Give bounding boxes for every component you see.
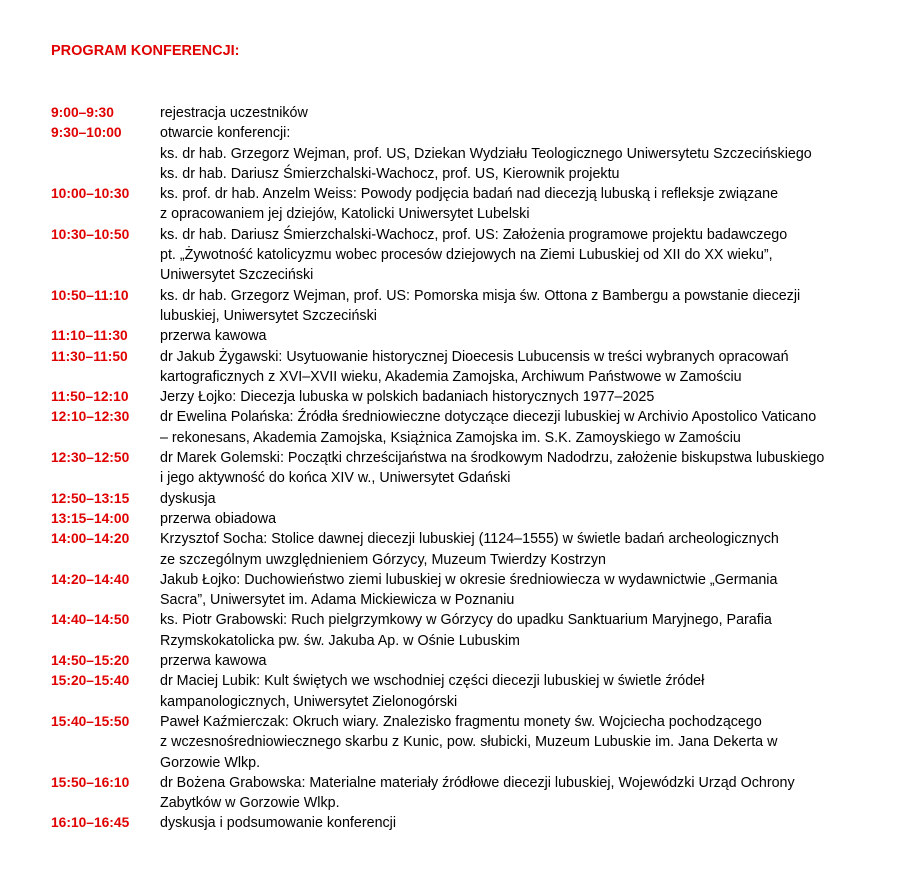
program-item-time: 11:10–11:30 [51,328,128,344]
program-item-line: przerwa obiadowa [160,510,277,527]
program-item [51,529,911,570]
program-item-description [160,286,911,327]
program-item-line: ks. dr hab. Grzegorz Wejman, prof. US, Dziekan Wydziału Teologicznego Uniwersytetu Szczecińskiego [160,145,812,162]
program-item [51,326,911,346]
program-item-time: 10:00–10:30 [51,186,130,202]
program-item-description [160,509,911,529]
program-item-line: otwarcie konferencji: [160,125,291,142]
program-item-line: Sacra”, Uniwersytet im. Adama Mickiewicza w Poznaniu [160,592,515,609]
program-item-time: 14:50–15:20 [51,653,130,669]
program-item-description [160,387,911,407]
program-item-line: ks. dr hab. Dariusz Śmierzchalski-Wachocz, prof. US: Założenia programowe projektu badawczego [160,226,788,243]
program-item-line: – rekonesans, Akademia Zamojska, Książnica Zamojska im. S.K. Zamoyskiego w Zamościu [160,429,741,446]
program-item-time: 10:30–10:50 [51,226,130,242]
program-item [51,651,911,671]
program-item-line: dyskusja i podsumowanie konferencji [160,815,397,832]
program-item-line: rejestracja uczestników [160,105,308,121]
program-item-line: ks. prof. dr hab. Anzelm Weiss: Powody podjęcia badań nad diecezją lubuską i refleksje związane [160,186,779,203]
program-item [51,184,911,225]
program-item-description [160,712,911,773]
program-item-time: 13:15–14:00 [51,510,130,526]
program-item [51,489,911,509]
program-item-line: dyskusja [160,490,216,507]
program-item-line: z wczesnośredniowiecznego skarbu z Kunic, pow. słubicki, Muzeum Lubuskie im. Jana Dekerta w [160,734,778,751]
program-item-description [160,225,911,286]
program-item-line: Uniwersytet Szczeciński [160,267,314,284]
program-item-line: Jerzy Łojko: Diecezja lubuska w polskich badaniach historycznych 1977–2025 [160,389,655,406]
program-item [51,509,911,529]
program-item-line: ks. dr hab. Dariusz Śmierzchalski-Wachocz, prof. US, Kierownik projektu [160,165,620,182]
program-item [51,773,911,814]
program-item-line: ks. dr hab. Grzegorz Wejman, prof. US: Pomorska misja św. Ottona z Bambergu a powstanie diecezji [160,287,801,304]
program-item [51,448,911,489]
program-item-description [160,326,911,346]
program-item [51,103,911,123]
program-item-description [160,813,911,833]
page-title: PROGRAM KONFERENCJI: [51,43,240,59]
program-item [51,347,911,388]
program-item-line: z opracowaniem jej dziejów, Katolicki Uniwersytet Lubelski [160,206,530,223]
program-item-line: ze szczególnym uwzględnieniem Górzycy, Muzeum Twierdzy Kostrzyn [160,551,607,568]
program-item [51,813,911,833]
program-item-line: kartograficznych z XVI–XVII wieku, Akademia Zamojska, Archiwum Państwowe w Zamościu [160,368,742,385]
program-item-time: 14:20–14:40 [51,571,130,587]
program-item-description [160,570,911,611]
program-item-description [160,651,911,671]
program-item [51,387,911,407]
program-item-line: dr Ewelina Polańska: Źródła średniowieczne dotyczące diecezji lubuskiej w Archivio Apostolico Vaticano [160,409,817,426]
program-item-description [160,448,911,489]
program-item-description [160,773,911,814]
program-item [51,610,911,651]
program-item [51,286,911,327]
program-item-line: Jakub Łojko: Duchowieństwo ziemi lubuskiej w okresie średniowiecza w wydawnictwie „Germania [160,571,778,588]
program-item-time: 14:00–14:20 [51,531,130,547]
program-item-line: przerwa kawowa [160,653,267,670]
program-item-line: dr Jakub Żygawski: Usytuowanie historycznej Dioecesis Lubucensis w treści wybranych opracowań [160,348,789,365]
program-item-time: 16:10–16:45 [51,815,130,831]
program-item-time: 9:30–10:00 [51,125,122,141]
program-item [51,225,911,286]
program-item-time: 11:30–11:50 [51,348,128,364]
program-item-line: Zabytków w Gorzowie Wlkp. [160,795,340,812]
program-item-line: kampanologicznych, Uniwersytet Zielonogórski [160,693,458,710]
program-item-line: Gorzowie Wlkp. [160,754,261,771]
program-item-line: Rzymskokatolicka pw. św. Jakuba Ap. w Ośnie Lubuskim [160,632,520,649]
program-item-line: dr Bożena Grabowska: Materialne materiały źródłowe diecezji lubuskiej, Wojewódzki Urząd Ochrony [160,774,795,791]
program-item-time: 15:20–15:40 [51,673,130,689]
program-item [51,123,911,184]
program-item-line: pt. „Żywotność katolicyzmu wobec procesów dziejowych na Ziemi Lubuskiej od XII do XX wieku”, [160,247,773,264]
program-item-line: dr Marek Golemski: Początki chrześcijaństwa na środkowym Nadodrzu, założenie biskupstwa lubuskiego [160,450,825,467]
program-item-line: lubuskiej, Uniwersytet Szczeciński [160,307,377,324]
program-item-time: 12:30–12:50 [51,450,130,466]
program-item-description [160,347,911,388]
program-item-time: 15:50–16:10 [51,774,130,790]
program-item-line: Paweł Kaźmierczak: Okruch wiary. Znalezisko fragmentu monety św. Wojciecha pochodzącego [160,713,762,730]
program-item-time: 15:40–15:50 [51,713,130,729]
program-item-description [160,123,911,184]
program-item-time: 10:50–11:10 [51,287,129,303]
program-item-line: ks. Piotr Grabowski: Ruch pielgrzymkowy w Górzycy do upadku Sanktuarium Maryjnego, Parafia [160,612,772,629]
program-item-time: 12:10–12:30 [51,409,130,425]
program-item-time: 14:40–14:50 [51,612,130,628]
program-item-description [160,103,911,123]
program-item-description [160,489,911,509]
program-item [51,407,911,448]
program-item-time: 9:00–9:30 [51,105,114,120]
program-item-description [160,671,911,712]
program-item-time: 12:50–13:15 [51,490,130,506]
program-item-time: 11:50–12:10 [51,389,129,405]
program-item-description [160,529,911,570]
program-item-line: Krzysztof Socha: Stolice dawnej diecezji lubuskiej (1124–1555) w świetle badań archeologicznych [160,531,779,548]
program-item [51,712,911,773]
program-item-line: przerwa kawowa [160,328,267,345]
program-item [51,671,911,712]
program-item-description [160,407,911,448]
program-item-line: dr Maciej Lubik: Kult świętych we wschodniej części diecezji lubuskiej w świetle źródeł [160,673,705,690]
program-item [51,570,911,611]
program-item-line: i jego aktywność do końca XIV w., Uniwersytet Gdański [160,470,511,487]
program-item-description [160,610,911,651]
conference-program [51,103,911,834]
program-item-description [160,184,911,225]
